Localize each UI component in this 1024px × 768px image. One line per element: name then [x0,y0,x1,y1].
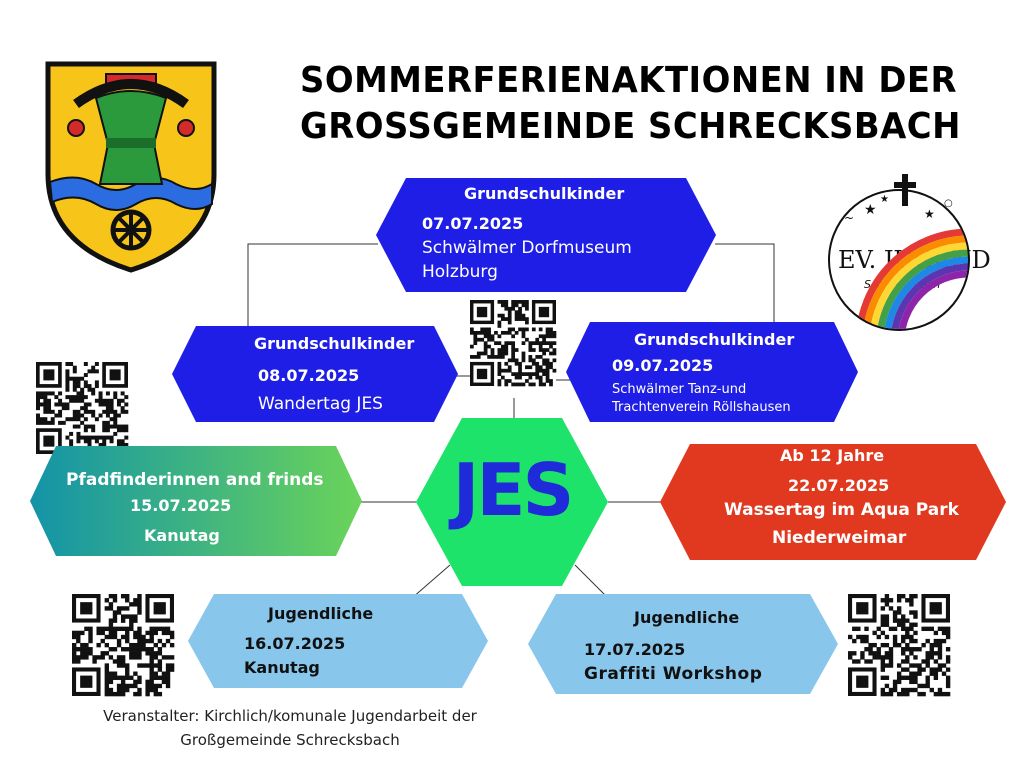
event-right-mid[interactable] [660,444,1006,560]
event-desc-2: Trachtenverein Röllshausen [612,400,791,415]
footer-line-2: Großgemeinde Schrecksbach [180,731,400,749]
event-category: Jugendliche [268,604,374,623]
event-desc: Kanutag [144,526,220,545]
event-date: 08.07.2025 [258,366,360,385]
qr-code-right-bottom[interactable] [848,594,954,696]
event-category: Grundschulkinder [634,330,795,349]
ev-jugend-logo [824,172,991,332]
event-category: Pfadfinderinnen and frinds [66,470,324,490]
title-line-2: GROSSGEMEINDE SCHRECKSBACH [300,106,961,147]
event-desc: Schwälmer Tanz-und [612,382,747,397]
event-date: 16.07.2025 [244,634,346,653]
event-category: Grundschulkinder [464,184,625,203]
event-date: 09.07.2025 [612,356,714,375]
event-category: Grundschulkinder [254,334,415,353]
event-desc: Graffiti Workshop [584,664,763,684]
qr-code-left-bottom[interactable] [72,594,174,696]
event-left-mid[interactable] [30,446,362,556]
event-desc: Wandertag JES [258,394,383,414]
event-date: 17.07.2025 [584,640,686,659]
svg-text:~: ~ [844,211,855,225]
svg-text:○: ○ [944,198,953,209]
footer-line-1: Veranstalter: Kirchlich/komunale Jugendarbeit der [103,707,477,725]
event-date: 15.07.2025 [130,496,232,515]
event-desc-2: Niederweimar [772,528,907,548]
event-date: 07.07.2025 [422,214,524,233]
event-desc-2: Holzburg [422,262,498,282]
svg-text:★: ★ [880,194,889,205]
logo-text-2: Schrecksbach [864,278,941,291]
coat-of-arms [36,44,226,274]
event-desc: Schwälmer Dorfmuseum [422,238,632,258]
footer [60,704,520,752]
qr-code-left-top[interactable] [36,362,128,454]
page-title [300,58,961,150]
event-desc: Wassertag im Aqua Park [724,500,959,520]
center-label: JES [452,448,572,532]
center-hex [416,418,608,586]
event-left-upper[interactable] [172,326,458,422]
svg-text:★: ★ [864,202,877,218]
event-date: 22.07.2025 [788,476,890,495]
event-category: Jugendliche [634,608,740,627]
event-right-low[interactable] [528,594,838,694]
logo-text-1: EV. JUGEND [838,246,991,274]
title-line-1: SOMMERFERIENAKTIONEN IN DER [300,60,958,101]
event-top[interactable] [376,178,716,292]
svg-text:★: ★ [924,207,935,221]
qr-code-center[interactable] [470,300,556,386]
event-left-low[interactable] [188,594,488,688]
event-right-upper[interactable] [566,322,858,422]
event-desc: Kanutag [244,658,320,677]
event-category: Ab 12 Jahre [780,446,885,465]
